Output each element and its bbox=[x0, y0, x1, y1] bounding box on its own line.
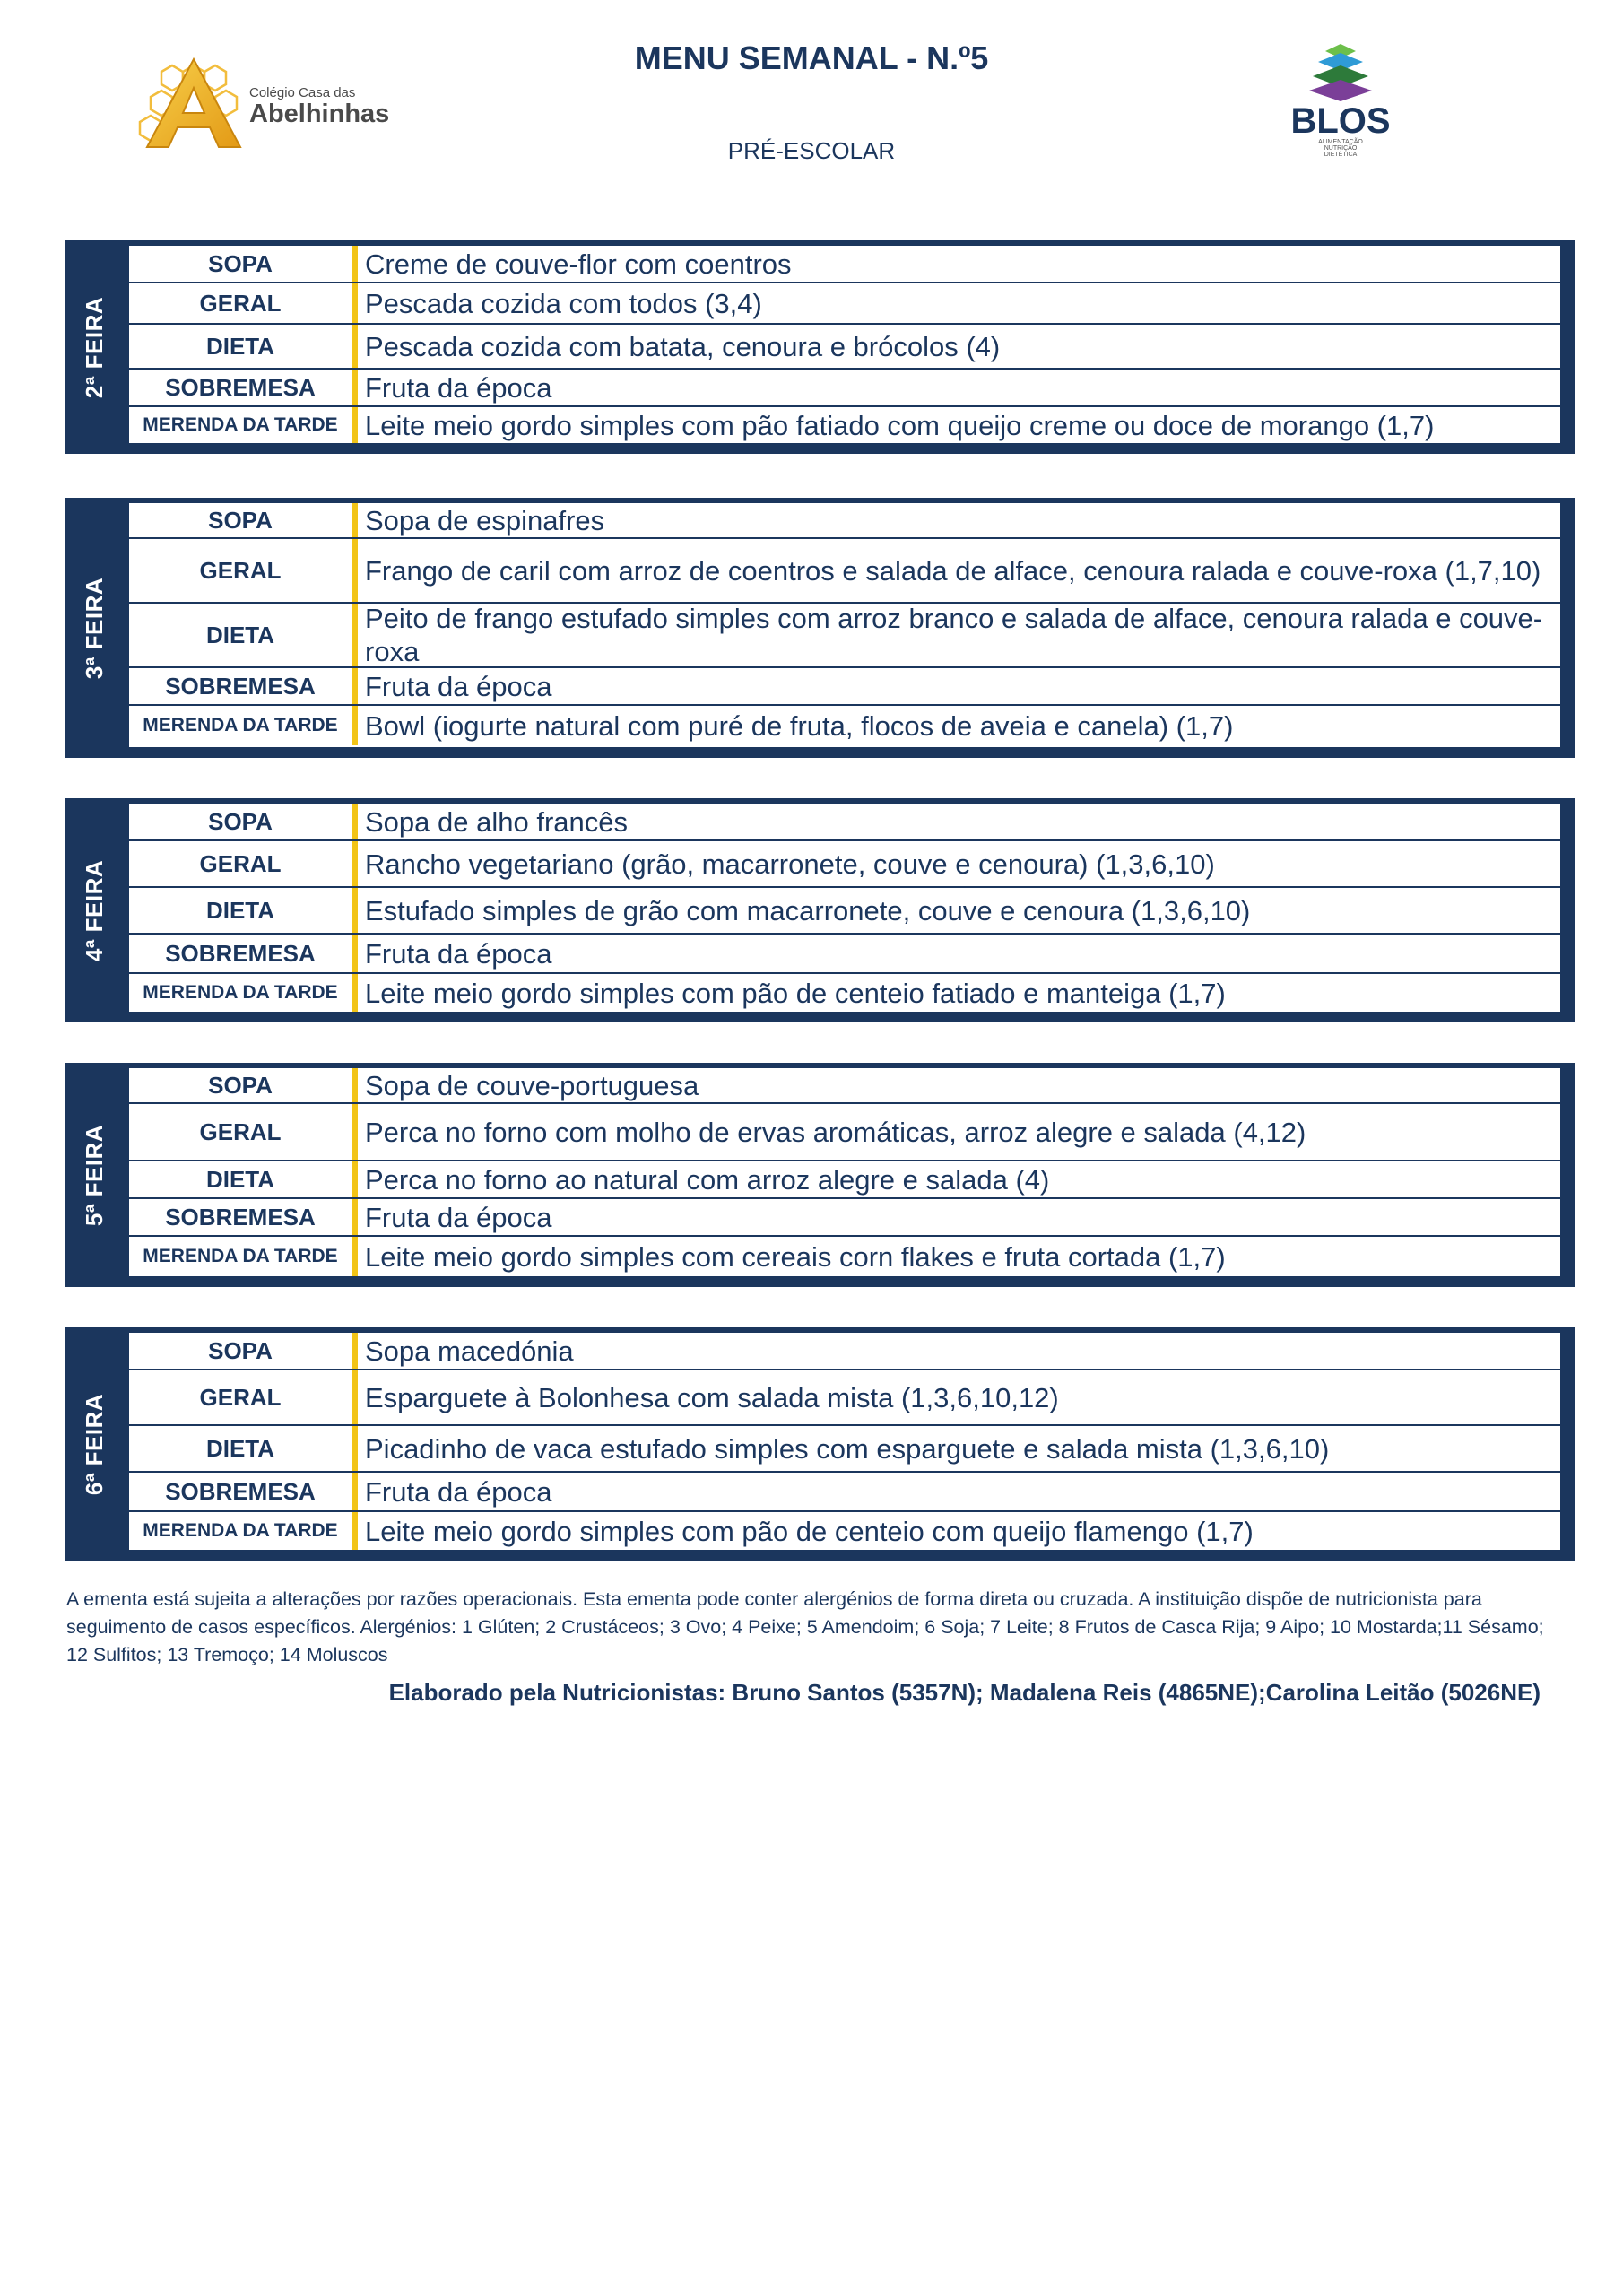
accent-bar bbox=[352, 1237, 358, 1276]
row-category: SOPA bbox=[208, 807, 273, 835]
accent-bar bbox=[352, 668, 358, 704]
row-category: SOBREMESA bbox=[165, 1477, 316, 1505]
row-category: SOBREMESA bbox=[165, 672, 316, 700]
row-dish: Rancho vegetariano (grão, macarronete, couve e cenoura) (1,3,6,10) bbox=[365, 848, 1215, 880]
menu-row-sobremesa bbox=[129, 935, 1560, 974]
accent-bar bbox=[352, 370, 358, 405]
day-label: 4ª FEIRA bbox=[81, 859, 108, 961]
row-category: MERENDA DA TARDE bbox=[143, 715, 338, 735]
row-dish: Sopa de couve-portuguesa bbox=[365, 1069, 699, 1101]
row-dish: Sopa de espinafres bbox=[365, 504, 605, 536]
row-dish: Fruta da época bbox=[365, 670, 552, 702]
day-label: 5ª FEIRA bbox=[81, 1124, 108, 1226]
accent-bar bbox=[352, 1512, 358, 1550]
row-category: DIETA bbox=[205, 621, 275, 648]
accent-bar bbox=[352, 1199, 358, 1235]
row-category: SOBREMESA bbox=[165, 939, 316, 967]
logo-line1: Colégio Casa das bbox=[249, 85, 356, 100]
row-dish: Fruta da época bbox=[365, 1201, 552, 1233]
row-dish: Frango de caril com arroz de coentros e salada de alface, cenoura ralada e couve-roxa (1,7,10) bbox=[365, 554, 1541, 587]
menu-row-merenda bbox=[129, 1237, 1560, 1276]
menu-row-sobremesa bbox=[129, 668, 1560, 706]
page-title: MENU SEMANAL - N.º5 bbox=[634, 39, 989, 76]
row-dish: Leite meio gordo simples com cereais corn flakes e fruta cortada (1,7) bbox=[365, 1240, 1226, 1273]
row-dish: Peito de frango estufado simples com arroz branco e salada de alface, cenoura ralada e couve-roxa bbox=[365, 603, 1543, 667]
row-dish: Leite meio gordo simples com pão de centeio fatiado e manteiga (1,7) bbox=[365, 977, 1226, 1009]
accent-bar bbox=[352, 1068, 358, 1102]
row-dish: Creme de couve-flor com coentros bbox=[365, 248, 792, 280]
day-label: 6ª FEIRA bbox=[81, 1393, 108, 1495]
menu-row-sopa bbox=[129, 1068, 1560, 1104]
accent-bar bbox=[352, 935, 358, 972]
accent-bar bbox=[352, 804, 358, 839]
menu-row-dieta bbox=[129, 1161, 1560, 1199]
menu-row-geral bbox=[129, 1104, 1560, 1161]
accent-bar bbox=[352, 325, 358, 368]
blos-tag-1: ALIMENTAÇÃO bbox=[1318, 139, 1363, 145]
row-dish: Esparguete à Bolonhesa com salada mista (1,3,6,10,12) bbox=[365, 1381, 1059, 1413]
accent-bar bbox=[352, 888, 358, 933]
accent-bar bbox=[352, 1370, 358, 1424]
menu-row-dieta bbox=[129, 1426, 1560, 1473]
accent-bar bbox=[352, 503, 358, 537]
accent-bar bbox=[352, 706, 358, 745]
menu-row-merenda bbox=[129, 407, 1560, 443]
allergen-notes: A ementa está sujeita a alterações por razões operacionais. Esta ementa pode conter alergénios de forma direta ou cruzada. A instituição dispõe de nutricionista para seguimento de casos específicos. Alergénios: 1 Glúten; 2 Crustáceos; 3 Ovo; 4 Peixe; 5 Amendoim; 6 Soja; 7 Leite; 8 Frutos de Casca Rija; 9 Aipo; 10 Mostarda;11 Sésamo; 12 Sulfitos; 13 Tremoço; 14 Moluscos bbox=[66, 1588, 1544, 1665]
day-menu-rows bbox=[129, 1068, 1560, 1276]
row-category: MERENDA DA TARDE bbox=[143, 1520, 338, 1541]
row-category: SOPA bbox=[208, 1071, 273, 1099]
row-category: DIETA bbox=[205, 896, 275, 924]
row-category: SOBREMESA bbox=[165, 373, 316, 401]
menu-row-sobremesa bbox=[129, 1199, 1560, 1237]
row-dish: Fruta da época bbox=[365, 371, 552, 404]
day-block-friday bbox=[65, 1327, 1575, 1561]
menu-row-geral bbox=[129, 841, 1560, 888]
menu-row-sopa bbox=[129, 503, 1560, 539]
row-dish: Pescada cozida com batata, cenoura e brócolos (4) bbox=[365, 330, 1001, 362]
row-category: GERAL bbox=[199, 556, 282, 584]
menu-row-dieta bbox=[129, 604, 1560, 668]
row-category: MERENDA DA TARDE bbox=[143, 414, 338, 435]
day-block-wednesday bbox=[65, 798, 1575, 1022]
row-category: DIETA bbox=[205, 332, 275, 360]
menu-row-geral bbox=[129, 283, 1560, 325]
stack-logo-icon bbox=[1273, 40, 1408, 157]
day-label: 3ª FEIRA bbox=[81, 577, 108, 679]
blos-logo bbox=[1273, 40, 1408, 157]
nutritionist-credits: Elaborado pela Nutricionistas: Bruno Santos (5357N); Madalena Reis (4865NE);Carolina Leitão (5026NE) bbox=[388, 1679, 1541, 1706]
accent-bar bbox=[352, 283, 358, 323]
accent-bar bbox=[352, 604, 358, 666]
row-category: DIETA bbox=[205, 1165, 275, 1193]
menu-row-merenda bbox=[129, 1512, 1560, 1550]
row-category: SOPA bbox=[208, 249, 273, 277]
menu-row-dieta bbox=[129, 325, 1560, 370]
menu-row-sopa bbox=[129, 804, 1560, 841]
row-category: SOPA bbox=[208, 506, 273, 534]
row-dish: Fruta da época bbox=[365, 1475, 552, 1508]
row-dish: Bowl (iogurte natural com puré de fruta, flocos de aveia e canela) (1,7) bbox=[365, 709, 1234, 742]
row-dish: Sopa macedónia bbox=[365, 1335, 574, 1367]
row-dish: Fruta da época bbox=[365, 937, 552, 970]
day-menu-rows bbox=[129, 246, 1560, 443]
menu-row-sopa bbox=[129, 246, 1560, 283]
row-category: GERAL bbox=[199, 1118, 282, 1145]
accent-bar bbox=[352, 1426, 358, 1471]
row-category: DIETA bbox=[205, 1434, 275, 1462]
blos-brand: BLOS bbox=[1290, 101, 1391, 141]
row-category: GERAL bbox=[199, 1383, 282, 1411]
row-category: GERAL bbox=[199, 849, 282, 877]
row-dish: Sopa de alho francês bbox=[365, 805, 628, 838]
accent-bar bbox=[352, 1161, 358, 1197]
row-dish: Picadinho de vaca estufado simples com esparguete e salada mista (1,3,6,10) bbox=[365, 1432, 1330, 1465]
day-block-monday bbox=[65, 240, 1575, 454]
accent-bar bbox=[352, 1473, 358, 1510]
accent-bar bbox=[352, 539, 358, 602]
day-block-tuesday bbox=[65, 498, 1575, 758]
row-category: SOPA bbox=[208, 1336, 273, 1364]
menu-row-sobremesa bbox=[129, 1473, 1560, 1512]
menu-row-sopa bbox=[129, 1333, 1560, 1370]
row-category: GERAL bbox=[199, 289, 282, 317]
row-dish: Leite meio gordo simples com pão fatiado com queijo creme ou doce de morango (1,7) bbox=[365, 409, 1435, 441]
row-dish: Estufado simples de grão com macarronete, couve e cenoura (1,3,6,10) bbox=[365, 894, 1251, 926]
row-category: MERENDA DA TARDE bbox=[143, 1246, 338, 1266]
row-category: MERENDA DA TARDE bbox=[143, 982, 338, 1003]
day-menu-rows bbox=[129, 1333, 1560, 1550]
accent-bar bbox=[352, 1333, 358, 1369]
menu-row-merenda bbox=[129, 974, 1560, 1012]
accent-bar bbox=[352, 841, 358, 886]
menu-row-merenda bbox=[129, 706, 1560, 745]
blos-tag-2: NUTRIÇÃO bbox=[1324, 145, 1358, 152]
menu-row-geral bbox=[129, 1370, 1560, 1426]
day-label: 2ª FEIRA bbox=[81, 296, 108, 398]
accent-bar bbox=[352, 246, 358, 282]
row-dish: Perca no forno ao natural com arroz alegre e salada (4) bbox=[365, 1163, 1050, 1196]
row-dish: Perca no forno com molho de ervas aromáticas, arroz alegre e salada (4,12) bbox=[365, 1116, 1306, 1148]
menu-row-dieta bbox=[129, 888, 1560, 935]
menu-row-sobremesa bbox=[129, 370, 1560, 407]
day-block-thursday bbox=[65, 1063, 1575, 1287]
row-dish: Pescada cozida com todos (3,4) bbox=[365, 287, 762, 319]
accent-bar bbox=[352, 407, 358, 443]
row-dish: Leite meio gordo simples com pão de centeio com queijo flamengo (1,7) bbox=[365, 1515, 1254, 1547]
day-menu-rows bbox=[129, 804, 1560, 1012]
row-category: SOBREMESA bbox=[165, 1203, 316, 1231]
blos-tag-3: DIETÉTICA bbox=[1324, 152, 1358, 157]
day-menu-rows bbox=[129, 503, 1560, 747]
logo-line2: Abelhinhas bbox=[249, 100, 390, 128]
accent-bar bbox=[352, 974, 358, 1012]
page-subtitle: PRÉ-ESCOLAR bbox=[727, 137, 896, 164]
accent-bar bbox=[352, 1104, 358, 1160]
menu-row-geral bbox=[129, 539, 1560, 604]
